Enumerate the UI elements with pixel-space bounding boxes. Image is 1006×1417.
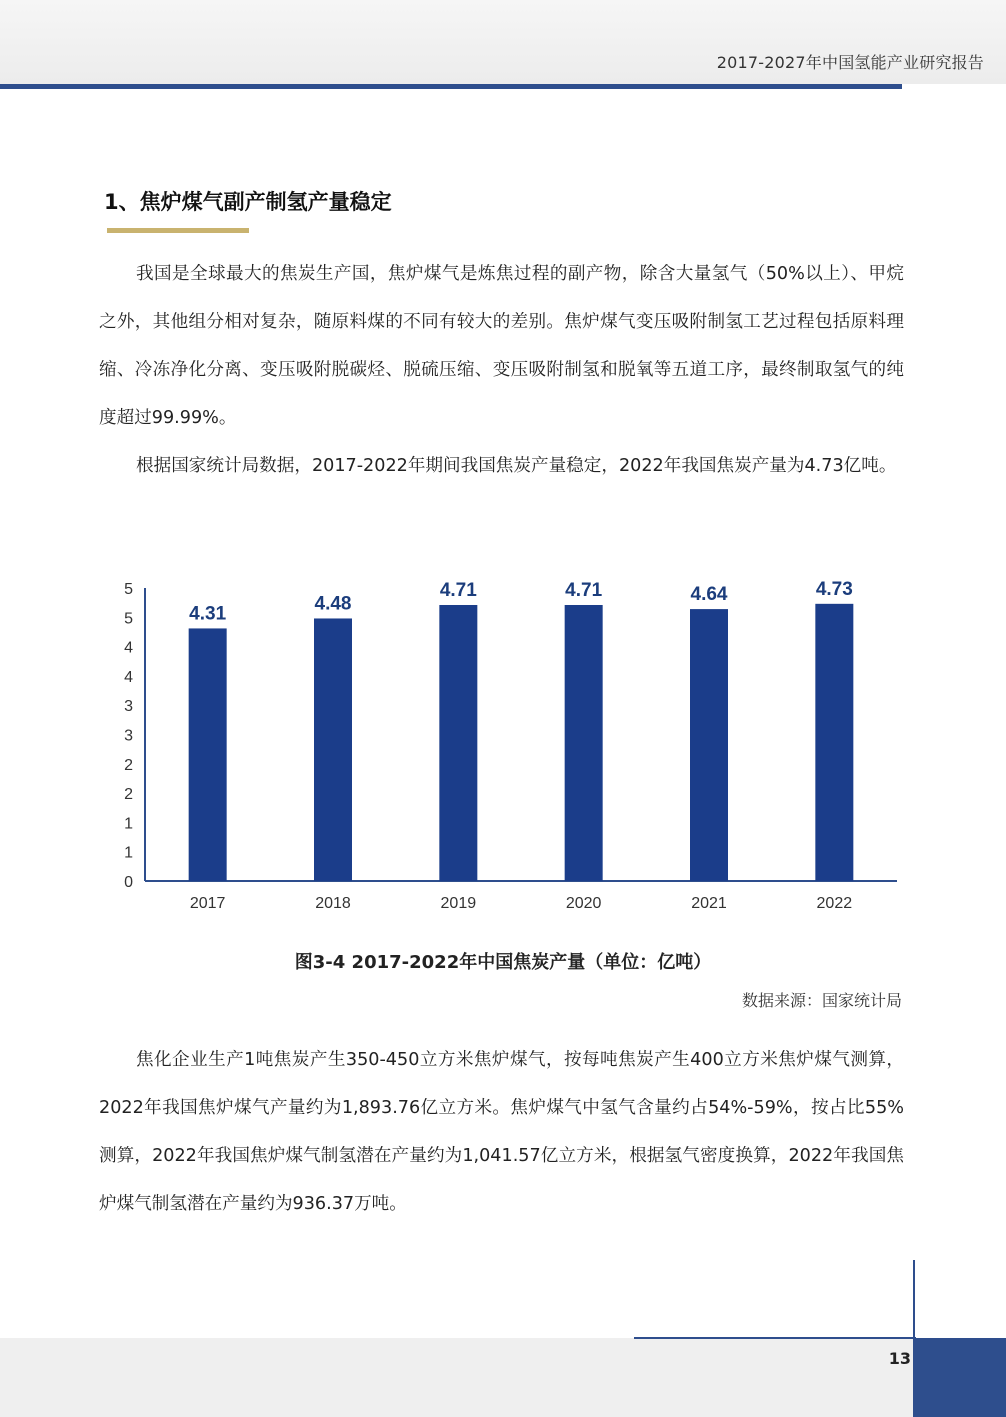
y-tick-label: 2 (124, 756, 133, 774)
paragraph-coke-output: 根据国家统计局数据，2017-2022年期间我国焦炭产量稳定，2022年我国焦炭产量为4.73亿吨。 (136, 456, 897, 476)
bar-value-labels (189, 579, 853, 625)
x-tick-label: 2019 (440, 895, 477, 912)
header-rule (0, 84, 902, 89)
y-tick-label: 4 (124, 668, 133, 686)
x-tick-label: 2021 (691, 895, 727, 912)
page-number: 13 (888, 1349, 911, 1368)
paragraph-coke-oven-gas: 我国是全球最大的焦炭生产国，焦炉煤气是炼焦过程的副产物，除含大量氢气（50%以上）、甲烷之外，其他组分相对复杂，随原料煤的不同有较大的差别。焦炉煤气变压吸附制氢工艺过程包括原料理缩、冷冻净化分离、变压吸附脱碳烃、脱硫压缩、变压吸附制氢和脱氧等五道工序，最终制取氢气的纯度超过99.99%。 (99, 264, 904, 428)
y-tick-label: 3 (124, 727, 133, 745)
y-tick-label: 0 (124, 874, 133, 891)
bar-2017 (189, 628, 227, 881)
x-tick-label: 2022 (816, 895, 853, 912)
x-tick-label: 2018 (315, 895, 351, 912)
y-tick-label: 1 (124, 844, 133, 862)
bar-2018 (314, 618, 352, 881)
y-tick-label: 2 (124, 786, 133, 804)
bar-value-label: 4.71 (565, 579, 603, 601)
data-source: 数据来源：国家统计局 (741, 991, 902, 1010)
footer-rule (634, 1337, 916, 1339)
figure-caption: 图3-4 2017-2022年中国焦炭产量（单位：亿吨） (294, 952, 712, 973)
bar-value-label: 4.71 (439, 579, 477, 601)
y-tick-label: 3 (124, 698, 133, 716)
bar-value-label: 4.31 (189, 603, 227, 625)
bar-2019 (439, 605, 477, 881)
bar-2021 (690, 609, 728, 881)
report-title: 2017-2027年中国氢能产业研究报告 (716, 53, 984, 72)
paragraph-hydrogen-potential: 焦化企业生产1吨焦炭产生350-450立方米焦炉煤气，按每吨焦炭产生400立方米焦炉煤气测算，2022年我国焦炉煤气产量约为1,893.76亿立方米。焦炉煤气中氢气含量约占54%-59%，按占比55%测算，2022年我国焦炉煤气制氢潜在产量约为1,041.57亿立方米，根据氢气密度换算，2022年我国焦炉煤气制氢潜在产量约为936.37万吨。 (99, 1050, 904, 1214)
section-heading: 1、焦炉煤气副产制氢产量稳定 (104, 190, 392, 214)
bar-value-label: 4.73 (815, 578, 853, 600)
bar-value-label: 4.64 (690, 584, 728, 606)
y-tick-label: 5 (124, 581, 133, 598)
bar-value-label: 4.48 (314, 593, 352, 615)
bars (189, 604, 854, 881)
y-tick-label: 1 (124, 815, 133, 833)
coke-production-chart (100, 568, 910, 918)
footer-block (915, 1338, 1006, 1417)
y-tick-label: 5 (124, 610, 133, 628)
x-tick-label: 2017 (189, 895, 226, 912)
bar-2022 (815, 604, 853, 881)
heading-underline (107, 228, 249, 233)
bar-2020 (565, 605, 603, 881)
x-axis-ticks (190, 895, 852, 912)
footer-band (0, 1338, 1006, 1417)
y-axis-ticks (124, 581, 133, 891)
y-tick-label: 4 (124, 639, 133, 657)
x-tick-label: 2020 (565, 895, 602, 912)
